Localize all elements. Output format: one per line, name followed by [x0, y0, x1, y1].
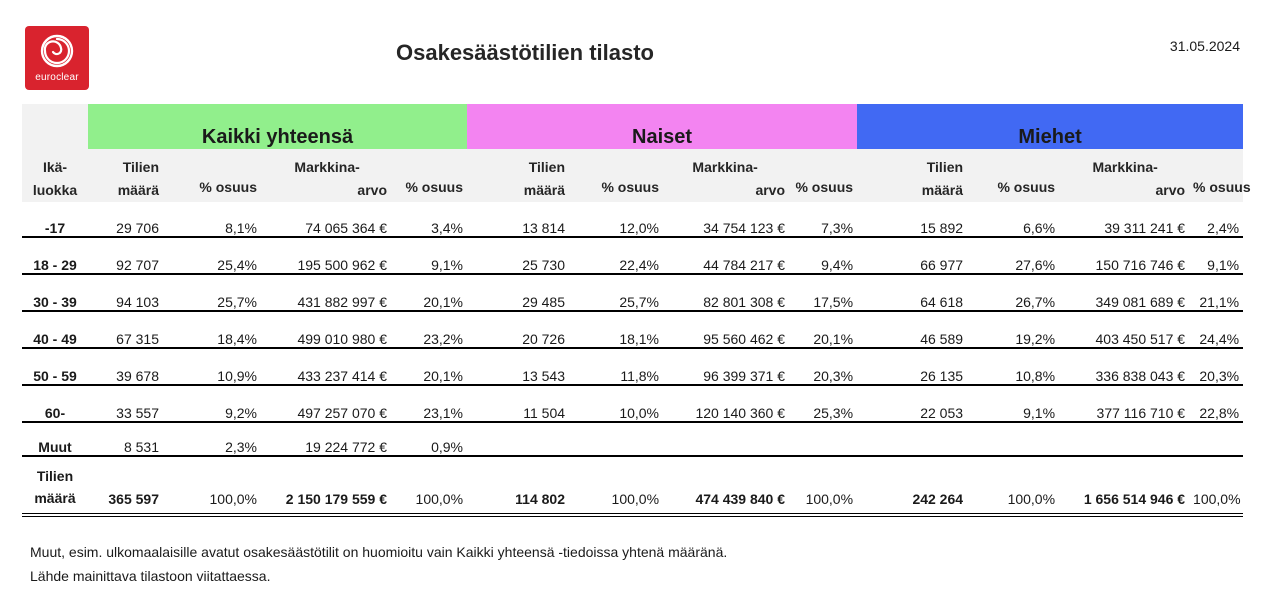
cell-value-share: 9,1%	[391, 237, 467, 274]
cell-accounts: 8 531	[88, 422, 163, 456]
table-row	[22, 311, 1243, 348]
column-header-value-share: % osuus	[405, 179, 464, 195]
cell-share: 10,0%	[569, 385, 663, 422]
table-row-other	[22, 422, 1243, 456]
table-row	[22, 348, 1243, 385]
column-header-accounts: Tilien määrä	[117, 159, 159, 198]
empty-cell	[663, 422, 789, 456]
cell-value-share: 22,8%	[1189, 385, 1243, 422]
cell-accounts: 33 557	[88, 385, 163, 422]
total-accounts: 365 597	[88, 456, 163, 515]
cell-share: 25,7%	[569, 274, 663, 311]
footer-note: Muut, esim. ulkomaalaisille avatut osakesäästötilit on huomioitu vain Kaikki yhteensä -tiedoissa yhtenä määränä.	[30, 544, 728, 560]
group-header-men: Miehet	[857, 104, 1243, 149]
cell-accounts: 22 053	[857, 385, 967, 422]
column-header-share: % osuus	[199, 179, 257, 195]
row-label: Tilien määrä	[22, 456, 88, 515]
cell-share: 26,7%	[967, 274, 1059, 311]
cell-share: 12,0%	[569, 202, 663, 237]
cell-value-share: 20,1%	[391, 274, 467, 311]
column-header-age: Ikä- luokka	[32, 159, 78, 198]
total-share: 100,0%	[569, 456, 663, 515]
cell-value-share: 20,3%	[1189, 348, 1243, 385]
group-header-row	[22, 104, 1243, 149]
cell-value-share: 9,4%	[789, 237, 857, 274]
cell-value-share: 7,3%	[789, 202, 857, 237]
column-header-share: % osuus	[601, 179, 660, 195]
cell-value-share: 2,4%	[1189, 202, 1243, 237]
cell-value-share: 0,9%	[391, 422, 467, 456]
total-value-share: 100,0%	[789, 456, 857, 515]
cell-accounts: 11 504	[467, 385, 569, 422]
cell-market-value: 431 882 997 €	[261, 274, 391, 311]
cell-share: 18,1%	[569, 311, 663, 348]
cell-share: 11,8%	[569, 348, 663, 385]
cell-share: 22,4%	[569, 237, 663, 274]
empty-cell	[967, 422, 1059, 456]
page-title: Osakesäästötilien tilasto	[396, 40, 654, 65]
total-accounts: 242 264	[857, 456, 967, 515]
cell-share: 2,3%	[163, 422, 261, 456]
report-date: 31.05.2024	[1169, 38, 1240, 54]
cell-value-share: 23,2%	[391, 311, 467, 348]
cell-value-share: 25,3%	[789, 385, 857, 422]
cell-market-value: 44 784 217 €	[663, 237, 789, 274]
cell-accounts: 66 977	[857, 237, 967, 274]
cell-accounts: 46 589	[857, 311, 967, 348]
empty-cell	[1059, 422, 1189, 456]
cell-market-value: 377 116 710 €	[1059, 385, 1189, 422]
cell-share: 9,1%	[967, 385, 1059, 422]
cell-accounts: 20 726	[467, 311, 569, 348]
cell-market-value: 150 716 746 €	[1059, 237, 1189, 274]
cell-value-share: 9,1%	[1189, 237, 1243, 274]
cell-share: 8,1%	[163, 202, 261, 237]
cell-market-value: 349 081 689 €	[1059, 274, 1189, 311]
row-label: 50 - 59	[22, 348, 88, 385]
group-header-women: Naiset	[467, 104, 857, 149]
footer-notes	[30, 540, 727, 588]
cell-accounts: 13 543	[467, 348, 569, 385]
empty-cell	[569, 422, 663, 456]
total-share: 100,0%	[163, 456, 261, 515]
cell-accounts: 94 103	[88, 274, 163, 311]
total-value-share: 100,0%	[1189, 456, 1243, 515]
column-header-value-share: % osuus	[1193, 179, 1251, 195]
column-header-accounts: Tilien määrä	[523, 159, 566, 198]
cell-share: 25,7%	[163, 274, 261, 311]
column-header-market-value: Markkina- arvo	[294, 159, 387, 198]
row-label: Muut	[22, 422, 88, 456]
cell-market-value: 336 838 043 €	[1059, 348, 1189, 385]
column-header-value-share: % osuus	[795, 179, 854, 195]
group-spacer-cell	[22, 104, 88, 149]
column-header-market-value: Markkina- arvo	[692, 159, 786, 198]
footer-source: Lähde mainittava tilastoon viitattaessa.	[30, 568, 271, 584]
total-market-value: 2 150 179 559 €	[261, 456, 391, 515]
cell-market-value: 19 224 772 €	[261, 422, 391, 456]
cell-market-value: 433 237 414 €	[261, 348, 391, 385]
cell-accounts: 26 135	[857, 348, 967, 385]
cell-accounts: 67 315	[88, 311, 163, 348]
row-label: 40 - 49	[22, 311, 88, 348]
cell-share: 19,2%	[967, 311, 1059, 348]
table-row	[22, 385, 1243, 422]
cell-market-value: 96 399 371 €	[663, 348, 789, 385]
cell-share: 18,4%	[163, 311, 261, 348]
table-row	[22, 237, 1243, 274]
cell-accounts: 29 706	[88, 202, 163, 237]
euroclear-logo	[25, 26, 89, 90]
column-header-accounts: Tilien määrä	[921, 159, 964, 198]
row-label: 60-	[22, 385, 88, 422]
row-label: 18 - 29	[22, 237, 88, 274]
cell-accounts: 92 707	[88, 237, 163, 274]
column-header-market-value: Markkina- arvo	[1092, 159, 1186, 198]
cell-market-value: 195 500 962 €	[261, 237, 391, 274]
table-row-total	[22, 456, 1243, 515]
cell-share: 10,9%	[163, 348, 261, 385]
total-share: 100,0%	[967, 456, 1059, 515]
total-value-share: 100,0%	[391, 456, 467, 515]
cell-accounts: 39 678	[88, 348, 163, 385]
logo-text: euroclear	[35, 72, 79, 83]
cell-value-share: 20,3%	[789, 348, 857, 385]
table-row	[22, 202, 1243, 237]
table-row	[22, 274, 1243, 311]
cell-market-value: 39 311 241 €	[1059, 202, 1189, 237]
cell-market-value: 95 560 462 €	[663, 311, 789, 348]
total-market-value: 474 439 840 €	[663, 456, 789, 515]
cell-share: 10,8%	[967, 348, 1059, 385]
cell-value-share: 24,4%	[1189, 311, 1243, 348]
group-header-all: Kaikki yhteensä	[88, 104, 467, 149]
cell-value-share: 20,1%	[789, 311, 857, 348]
cell-accounts: 13 814	[467, 202, 569, 237]
row-label: -17	[22, 202, 88, 237]
column-header-row	[22, 149, 1243, 202]
total-accounts: 114 802	[467, 456, 569, 515]
empty-cell	[857, 422, 967, 456]
cell-market-value: 497 257 070 €	[261, 385, 391, 422]
cell-market-value: 74 065 364 €	[261, 202, 391, 237]
column-header-share: % osuus	[997, 179, 1056, 195]
cell-share: 25,4%	[163, 237, 261, 274]
cell-share: 27,6%	[967, 237, 1059, 274]
cell-accounts: 29 485	[467, 274, 569, 311]
empty-cell	[467, 422, 569, 456]
empty-cell	[1189, 422, 1243, 456]
cell-value-share: 20,1%	[391, 348, 467, 385]
statistics-table	[22, 104, 1251, 517]
cell-value-share: 17,5%	[789, 274, 857, 311]
empty-cell	[789, 422, 857, 456]
row-label: 30 - 39	[22, 274, 88, 311]
cell-market-value: 34 754 123 €	[663, 202, 789, 237]
cell-accounts: 25 730	[467, 237, 569, 274]
cell-value-share: 23,1%	[391, 385, 467, 422]
cell-accounts: 64 618	[857, 274, 967, 311]
cell-value-share: 3,4%	[391, 202, 467, 237]
cell-share: 6,6%	[967, 202, 1059, 237]
cell-market-value: 499 010 980 €	[261, 311, 391, 348]
cell-market-value: 403 450 517 €	[1059, 311, 1189, 348]
cell-accounts: 15 892	[857, 202, 967, 237]
cell-share: 9,2%	[163, 385, 261, 422]
total-market-value: 1 656 514 946 €	[1059, 456, 1189, 515]
cell-market-value: 82 801 308 €	[663, 274, 789, 311]
cell-market-value: 120 140 360 €	[663, 385, 789, 422]
cell-value-share: 21,1%	[1189, 274, 1243, 311]
